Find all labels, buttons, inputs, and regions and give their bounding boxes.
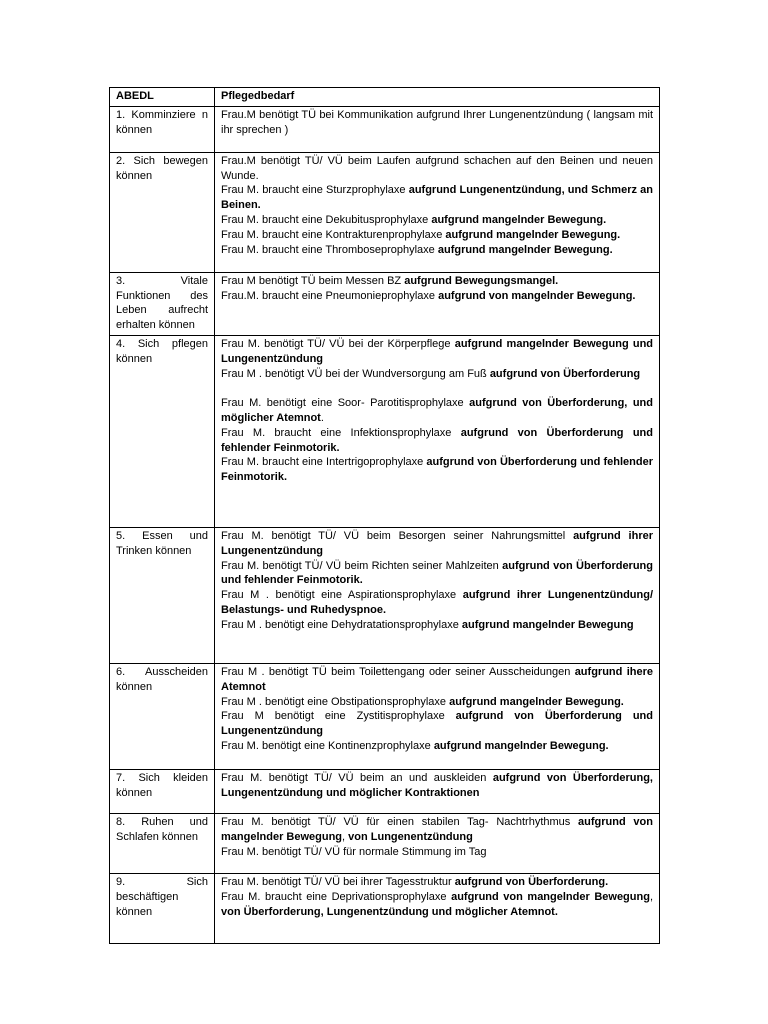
need-text: Frau M . benötigt eine Dehydratationsprophylaxe — [221, 618, 462, 631]
reason-text: aufgrund ihere Atemnot — [221, 665, 653, 693]
need-text: Frau M benötigt TÜ beim Messen BZ — [221, 274, 405, 287]
care-need-line — [221, 243, 653, 258]
reason-text: aufgrund von mangelnder Bewegung — [451, 890, 650, 903]
reason-text: aufgrund mangelnder Bewegung — [461, 618, 634, 631]
reason-text: aufgrund von Überforderung. — [454, 875, 609, 888]
care-need-line — [221, 289, 653, 304]
reason-text: aufgrund von Überforderung und fehlender Feinmotorik. — [221, 426, 653, 454]
need-text: Frau M . benötigt eine Obstipationsprophylaxe — [221, 695, 450, 708]
table-row — [110, 663, 660, 769]
need-text: Frau M . benötigt VÜ bei der Wundversorgung am Fuß — [221, 367, 490, 380]
need-text: Frau M. benötigt TÜ/ VÜ beim an und auskleiden — [221, 771, 493, 784]
need-text: Frau M . benötigt eine Aspirationsprophylaxe — [221, 589, 463, 602]
table-row — [110, 769, 660, 813]
need-text: Frau M. benötigt TÜ/ VÜ für normale Stimmung im Tag — [221, 845, 487, 858]
care-need-line — [221, 274, 653, 289]
care-need-line — [221, 367, 653, 382]
abedl-category: 8. Ruhen und Schlafen können — [110, 813, 215, 873]
abedl-category: 4. Sich pflegen können — [110, 335, 215, 527]
reason-text: aufgrund von Überforderung und Lungenentzündung — [221, 710, 653, 738]
abedl-category: 3. Vitale Funktionen des Leben aufrecht erhalten können — [110, 272, 215, 335]
care-need-line — [221, 845, 653, 860]
need-text: Frau M. braucht eine Deprivationsprophylaxe — [221, 890, 452, 903]
care-need-line — [221, 559, 653, 589]
care-need-cell — [215, 813, 660, 873]
need-text: Frau M. braucht eine Sturzprophylaxe — [221, 184, 409, 197]
reason-text: aufgrund mangelnder Bewegung. — [445, 228, 621, 241]
need-text: Frau M. braucht eine Infektionsprophylaxe — [221, 426, 461, 439]
header-pflegebedarf: Pflegedbedarf — [215, 88, 660, 107]
care-need-cell — [215, 152, 660, 272]
care-need-line — [221, 815, 653, 845]
care-need-line — [221, 709, 653, 739]
blank-line — [221, 381, 653, 396]
abedl-category: 5. Essen und Trinken können — [110, 527, 215, 663]
reason-text: aufgrund von Überforderung, Lungenentzündung und möglicher Kontraktionen — [221, 771, 653, 799]
reason-text: aufgrund von Überforderung und fehlender Feinmotorik. — [221, 559, 653, 587]
need-text: Frau M. braucht eine Kontrakturenprophylaxe — [221, 228, 446, 241]
reason-text: aufgrund Lungenentzündung, und Schmerz an Beinen. — [221, 184, 653, 212]
reason-text: aufgrund von Überforderung, und möglicher Atemnot — [221, 397, 653, 424]
care-need-line — [221, 529, 653, 559]
table-row — [110, 152, 660, 272]
care-need-line — [221, 108, 653, 138]
need-text: Frau.M. braucht eine Pneumonieprophylaxe — [221, 289, 439, 302]
need-text: , — [649, 890, 653, 903]
reason-text: aufgrund ihrer Lungenentzündung — [221, 529, 653, 557]
reason-text: aufgrund Bewegungsmangel. — [404, 274, 559, 287]
care-need-line — [221, 337, 653, 367]
reason-text: von Lungenentzündung — [348, 830, 473, 843]
reason-text: aufgrund von Überforderung — [489, 367, 641, 380]
care-need-line — [221, 213, 653, 228]
table-row — [110, 527, 660, 663]
need-text: Frau M. benötigt TÜ/ VÜ für einen stabilen Tag- Nachtrhythmus — [221, 815, 579, 828]
care-need-line — [221, 426, 653, 456]
care-need-cell — [215, 663, 660, 769]
care-need-cell — [215, 272, 660, 335]
care-need-line — [221, 618, 653, 633]
table-row — [110, 106, 660, 152]
need-text: Frau M. benötigt TÜ/ VÜ beim Besorgen seiner Nahrungsmittel — [221, 529, 574, 542]
reason-text: aufgrund mangelnder Bewegung und Lungenentzündung — [221, 337, 654, 365]
care-need-line — [221, 455, 653, 485]
table-header-row — [110, 88, 660, 107]
reason-text: aufgrund von Überforderung und fehlender Feinmotorik. — [221, 456, 654, 484]
need-text: Frau M. benötigt eine Kontinenzprophylaxe — [221, 739, 434, 752]
reason-text: aufgrund von mangelnder Bewegung. — [438, 289, 636, 302]
care-need-line — [221, 771, 653, 801]
care-need-cell — [215, 527, 660, 663]
reason-text: aufgrund von mangelnder Bewegung — [221, 815, 653, 843]
need-text: . — [320, 411, 324, 424]
care-need-line — [221, 739, 653, 754]
table-row — [110, 873, 660, 943]
need-text: Frau.M benötigt TÜ bei Kommunikation aufgrund Ihrer Lungenentzündung ( langsam mit ihr sprechen ) — [221, 108, 653, 136]
table-row — [110, 813, 660, 873]
care-need-cell — [215, 769, 660, 813]
need-text: Frau M. benötigt TÜ/ VÜ bei der Körperpflege — [221, 337, 455, 350]
reason-text: aufgrund mangelnder Bewegung. — [437, 243, 613, 256]
need-text: Frau M. benötigt TÜ/ VÜ beim Richten seiner Mahlzeiten — [221, 559, 503, 572]
care-need-line — [221, 588, 653, 618]
care-need-cell — [215, 335, 660, 527]
care-need-line — [221, 228, 653, 243]
need-text: Frau M . benötigt TÜ beim Toilettengang oder seiner Ausscheidungen — [221, 665, 575, 678]
need-text: Frau M. benötigt eine Soor- Parotitisprophylaxe — [221, 397, 470, 410]
care-need-line — [221, 396, 653, 426]
need-text: Frau.M benötigt TÜ/ VÜ beim Laufen aufgrund schachen auf den Beinen und neuen Wunde. — [221, 154, 653, 182]
need-text: , — [342, 830, 349, 843]
abedl-category: 2. Sich bewegen können — [110, 152, 215, 272]
care-need-cell — [215, 106, 660, 152]
need-text: Frau M benötigt eine Zystitisprophylaxe — [221, 710, 456, 723]
reason-text: aufgrund mangelnder Bewegung. — [431, 213, 607, 226]
care-need-cell — [215, 873, 660, 943]
reason-text: aufgrund mangelnder Bewegung. — [433, 739, 609, 752]
need-text: Frau M. braucht eine Intertrigoprophylaxe — [221, 456, 427, 469]
care-need-line — [221, 665, 653, 695]
care-need-line — [221, 695, 653, 710]
care-plan-table — [109, 87, 660, 944]
abedl-category: 9. Sich beschäftigen können — [110, 873, 215, 943]
care-need-line — [221, 875, 653, 890]
care-need-line — [221, 154, 653, 184]
reason-text: aufgrund ihrer Lungenentzündung/ Belastungs- und Ruhedyspnoe. — [221, 589, 653, 616]
abedl-category: 7. Sich kleiden können — [110, 769, 215, 813]
care-need-line — [221, 890, 653, 920]
need-text: Frau M. braucht eine Dekubitusprophylaxe — [221, 213, 432, 226]
table-row — [110, 335, 660, 527]
need-text: Frau M. benötigt TÜ/ VÜ bei ihrer Tagesstruktur — [221, 875, 455, 888]
reason-text: von Überforderung, Lungenentzündung und möglicher Atemnot. — [221, 905, 558, 918]
need-text: Frau M. braucht eine Thromboseprophylaxe — [221, 243, 438, 256]
abedl-category: 6. Ausscheiden können — [110, 663, 215, 769]
table-row — [110, 272, 660, 335]
care-need-line — [221, 183, 653, 213]
header-abedl: ABEDL — [110, 88, 215, 107]
reason-text: aufgrund mangelnder Bewegung. — [449, 695, 624, 708]
abedl-category: 1. Komminziere n können — [110, 106, 215, 152]
